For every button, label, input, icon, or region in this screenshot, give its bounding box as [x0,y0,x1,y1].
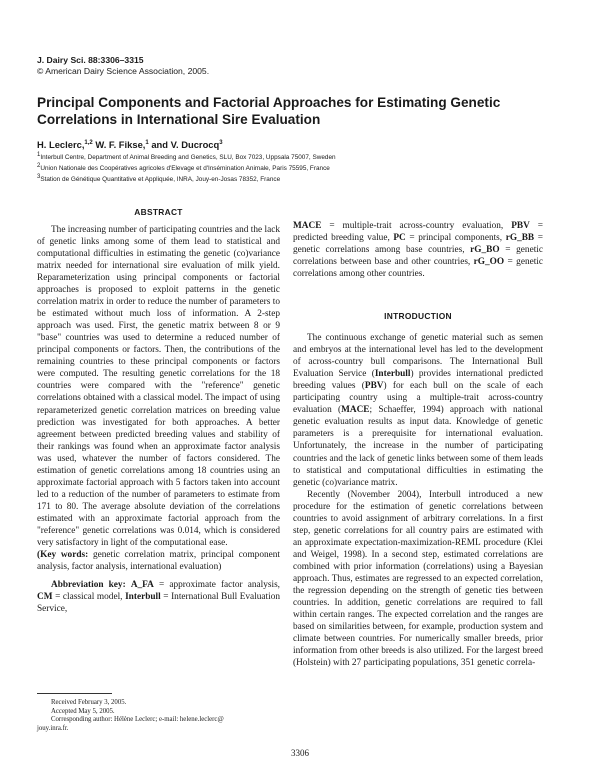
abbrev-definition: = approximate factor analysis, [153,579,281,590]
affiliation-sup: 1 [37,152,41,158]
abbrev-term: rG_BB [505,233,535,244]
journal-citation: J. Dairy Sci. 88:3306–3315 [37,55,144,65]
abbrev-definition: = International Bull Evaluation Service, [37,591,281,614]
corresponding-author: Corresponding author: Hélène Leclerc; e-mail: helene.leclerc@ [51,716,224,724]
abstract-body: The increasing number of participating countries and the lack of genetic links among some of them lead to statistical and computational difficulties in estimating the genetic (co)variance matrix needed for international sire evaluation of milk yield. Reparameterization using principal components or factorial approaches is proposed to exploit patterns in the genetic correlation matrix in order to reduce the number of parameters to be estimated without much loss of information. A 2-step approach was used. First, the genetic matrix between 8 or 9 "base" countries was used to determine a reduced number of principal components or factors. Then, the contributions of the remaining countries to these principal components or factors were computed. The resulting genetic correlations for the 18 countries were compared with the "reference" genetic correlations obtained with a classical model. The impact of using reparameterized genetic correlation matrices on breeding value prediction was investigated for both approaches. A better agreement between predicted breeding values and stability of their rankings was found when an approximate factor analysis was used, whatever the number of factors considered. The estimation of genetic correlations among 18 countries using an approximate factorial approach with 5 factors taken into account led to a reduction of the number of parameters to estimate from 171 to 80. The average absolute deviation of the correlations estimated with an approximate factorial approach from the "reference" genetic correlations was 0.014, which is considered very satisfactory in light of the computational ease. [37,225,280,548]
bold-term: MACE [341,405,370,416]
affiliation-text: Interbull Centre, Department of Animal Breeding and Genetics, SLU, Box 7023, Uppsala 75007, Sweden [40,154,336,162]
paper-title: Principal Components and Factorial Approaches for Estimating Genetic Correlations in International Sire Evaluation [37,95,501,127]
keywords-label: (Key words: [37,549,89,560]
journal-copyright: © American Dairy Science Association, 2005. [37,66,210,76]
affiliations [37,151,577,184]
page-number: 3306 [291,748,309,758]
affiliation [37,151,577,162]
text-run: ; Schaeffer, 1994) approach with national genetic evaluation results as input data. Knowledge of genetic parameters is a prerequisite for international evaluation. Unfortunately, the increase in the number of participating countries and the lack of genetic links between some of them leads to statistical and computational difficulties in estimating the genetic (co)variance matrix. [293,405,543,488]
author-name: W. F. Fikse, [92,139,146,150]
author-name: H. Leclerc, [37,139,85,150]
text-run: ) for each bull on the scale of each participating country using a multiple-trait across-country evaluation ( [293,381,543,416]
abbrev-definition: = genetic correlations among other countries. [293,257,544,280]
abbrev-definition: = multiple-trait across-country evaluation, [321,221,512,231]
abbrev-definition: = predicted breeding value, [293,221,543,244]
abbrev-label: Abbreviation key: [51,579,126,590]
abbrev-term: MACE [293,221,322,231]
affiliation-sup: 2 [37,163,41,170]
received-date: Received February 3, 2005. [51,699,127,706]
affiliation [37,173,577,184]
author-list [37,139,223,150]
bold-term: Interbull [374,369,411,380]
corresponding-author-email-cont: jouy.inra.fr. [37,724,69,732]
abstract-heading: ABSTRACT [134,207,183,217]
affiliation [37,162,577,173]
abbrev-term: CM [37,591,53,602]
bold-term: PBV [364,381,384,392]
author-affil-sup: 1,2 [84,139,93,146]
keywords-text: genetic correlation matrix, principal component analysis, factor analysis, international evaluation) [37,549,280,572]
abbrev-term: PBV [511,221,530,231]
author-affil-sup: 3 [219,139,223,146]
affiliation-text: Union Nationale des Coopératives agricoles d'Elevage et d'Insémination Animale, Paris 75595, France [40,165,330,173]
footnotes [37,699,280,733]
text-run: The continuous exchange of genetic material such as semen and embryos at the international level has led to the development of across-country bull comparisons. The International Bull Evaluation Service ( [293,333,543,380]
abbrev-definition: = principal components, [405,233,506,244]
intro-paragraph-2: Recently (November 2004), Interbull introduced a new procedure for the estimation of genetic correlations between countries to avoid assignment of arbitrary correlations. In a first step, genetic correlations for all country pairs are estimated with an approximate expectation-maximization-REML procedure (Klei and Weigel, 1998). In a second step, estimated correlations are combined with prior information (correlations) using a Bayesian approach. Thus, estimates are regressed to an expected correlation, the regression depending on the strength of genetic ties between countries. In addition, genetic correlations are required to fall within certain ranges. The expected correlation and the ranges are based on similarities between, for example, production system and climate between countries. For numerically smaller breeds, prior information from other breeds is also utilized. For the largest breed (Holstein) with 27 participating populations, 351 genetic correla- [293,489,543,669]
abbrev-term: PC [393,233,406,244]
abbreviation-key [37,579,280,615]
journal-header [37,55,209,77]
affiliation-sup: 3 [37,174,41,181]
footnote-rule [37,693,112,694]
right-column [293,220,543,669]
abbrev-definition: = genetic correlations among base countries, [293,233,543,256]
abbrev-term: rG_BO [470,245,500,256]
abbrev-list-right [293,220,543,280]
abbrev-definition: = classical model, [52,591,126,602]
author-name: and V. Ducrocq [148,139,220,150]
affiliation-text: Station de Génétique Quantitative et Appliquée, INRA, Jouy-en-Josas 78352, France [40,176,281,184]
abbrev-term: A_FA [130,579,154,590]
text-run: ) provides international predicted breeding values ( [293,369,543,392]
abbrev-definition: = genetic correlations between base and other countries, [293,245,543,268]
author-affil-sup: 1 [145,139,149,146]
introduction-heading: INTRODUCTION [384,311,452,322]
abbrev-term: rG_OO [473,257,505,268]
accepted-date: Accepted May 5, 2005. [51,707,115,715]
intro-paragraph-1 [293,332,543,488]
abbrev-term: Interbull [125,591,161,602]
keywords [37,549,280,573]
left-column [37,206,280,615]
